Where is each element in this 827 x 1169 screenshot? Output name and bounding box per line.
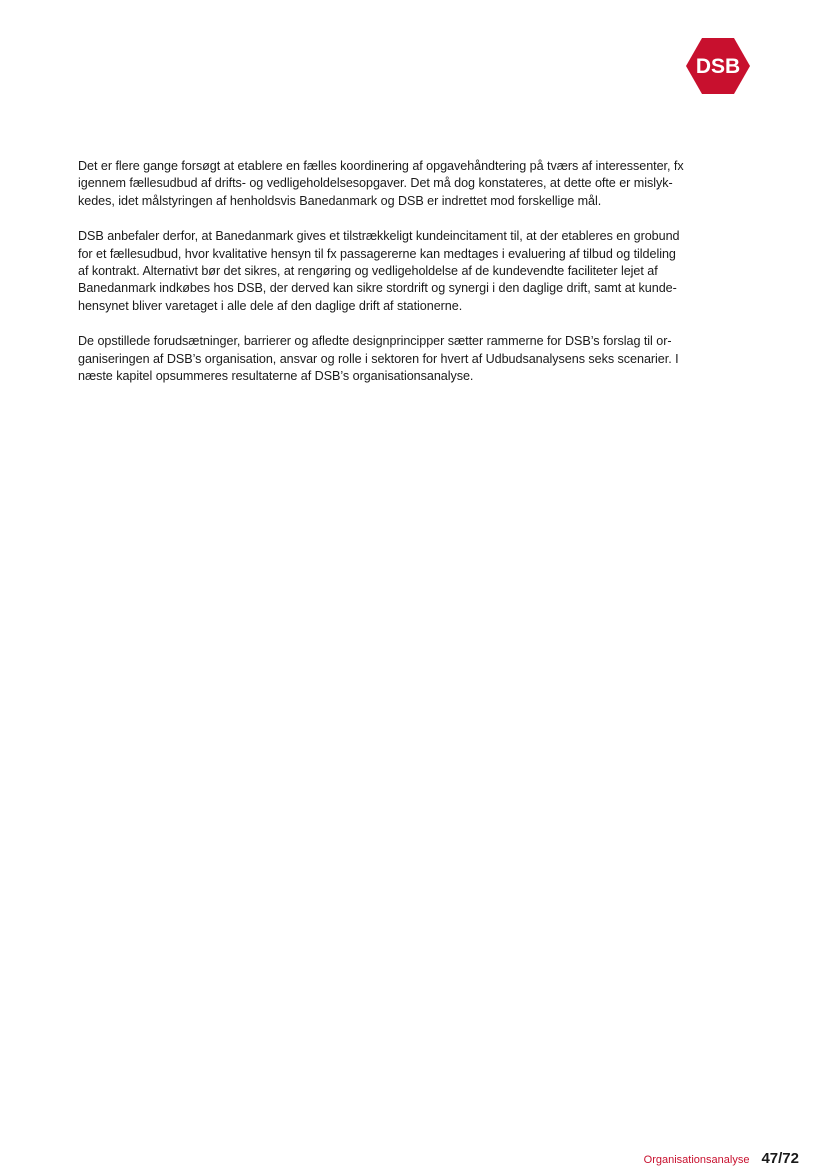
text-line: af kontrakt. Alternativt bør det sikres, at rengøring og vedligeholdelse af de kundevendte faciliteter lejet af bbox=[78, 264, 658, 279]
text-line: Det er flere gange forsøgt at etablere en fælles koordinering af opgavehåndtering på tværs af interessenter, fx bbox=[78, 159, 684, 173]
text-line: Banedanmark indkøbes hos DSB, der derved kan sikre stordrift og synergi i den daglige drift, samt at kunde- bbox=[78, 281, 677, 296]
text-line: kedes, idet målstyringen af henholdsvis Banedanmark og DSB er indrettet mod forskellige mål. bbox=[78, 193, 602, 208]
dsb-logo bbox=[686, 38, 750, 94]
logo-text: DSB bbox=[695, 55, 741, 78]
page-number: 47/72 bbox=[761, 1150, 799, 1167]
document-body bbox=[78, 158, 758, 403]
text-line: igennem fællesudbud af drifts- og vedligeholdelsesopgaver. Det må dog konstateres, at dette ofte er mislyk- bbox=[78, 176, 673, 191]
text-line: ganiseringen af DSB’s organisation, ansvar og rolle i sektoren for hvert af Udbudsanalysens seks scenarier. I bbox=[78, 351, 679, 366]
text-line: næste kapitel opsummeres resultaterne af DSB’s organisationsanalyse. bbox=[78, 369, 474, 384]
text-line: hensynet bliver varetaget i alle dele af den daglige drift af stationerne. bbox=[78, 298, 463, 313]
paragraph-2 bbox=[78, 228, 758, 315]
text-line: for et fællesudbud, hvor kvalitative hensyn til fx passagererne kan medtages i evaluering af tilbud og tildeling bbox=[78, 246, 676, 261]
text-line: DSB anbefaler derfor, at Banedanmark gives et tilstrækkeligt kundeincitament til, at der etableres en grobund bbox=[78, 229, 680, 244]
section-label: Organisationsanalyse bbox=[643, 1154, 750, 1166]
paragraph-1 bbox=[78, 158, 758, 210]
dsb-logo-icon bbox=[686, 38, 750, 94]
text-line: De opstillede forudsætninger, barrierer og afledte designprincipper sætter rammerne for DSB’s forslag til or- bbox=[78, 334, 672, 349]
page-footer bbox=[644, 1150, 799, 1167]
paragraph-3 bbox=[78, 333, 758, 385]
